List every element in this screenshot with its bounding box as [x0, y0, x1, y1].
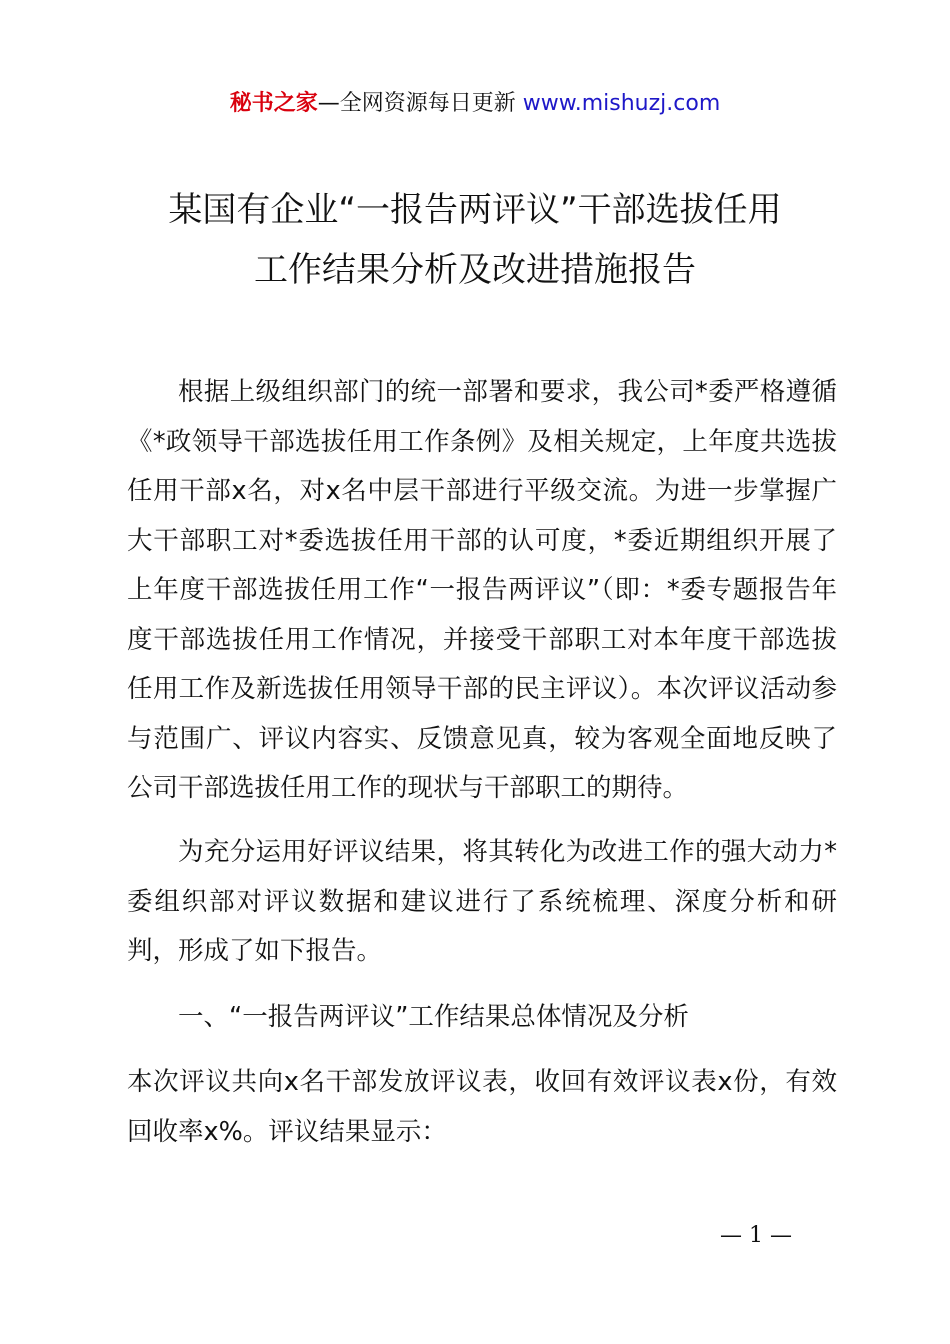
- site-header: [0, 88, 950, 120]
- document-title: [0, 180, 950, 300]
- section-1-heading: 一、“一报告两评议”工作结果总体情况及分析: [178, 1002, 689, 1032]
- site-tagline: —全网资源每日更新: [317, 91, 516, 116]
- site-brand: 秘书之家: [229, 91, 318, 116]
- title-line-1: 某国有企业“一报告两评议”干部选拔任用: [168, 190, 782, 230]
- paragraph-purpose: 为充分运用好评议结果，将其转化为改进工作的强大动力*委组织部对评议数据和建议进行了系统梳理、深度分析和研判，形成了如下报告。: [127, 837, 837, 966]
- title-line-2: 工作结果分析及改进措施报告: [254, 250, 696, 290]
- paragraph-intro: 根据上级组织部门的统一部署和要求，我公司*委严格遵循《*政领导干部选拔任用工作条例》及相关规定，上年度共选拔任用干部x名，对x名中层干部进行平级交流。为进一步掌握广大干部职工对*委选拔任用干部的认可度，*委近期组织开展了上年度干部选拔任用工作“一报告两评议”（即：*委专题报告年度干部选拔任用工作情况，并接受干部职工对本年度干部选拔任用工作及新选拔任用领导干部的民主评议）。本次评议活动参与范围广、评议内容实、反馈意见真，较为客观全面地反映了公司干部选拔任用工作的现状与干部职工的期待。: [127, 377, 837, 803]
- site-url-link[interactable]: www.mishuzj.com: [522, 91, 721, 116]
- paragraph-section-1: 本次评议共向x名干部发放评议表，收回有效评议表x份，有效回收率x%。评议结果显示：: [127, 1067, 837, 1147]
- page-number: — 1 —: [720, 1223, 792, 1248]
